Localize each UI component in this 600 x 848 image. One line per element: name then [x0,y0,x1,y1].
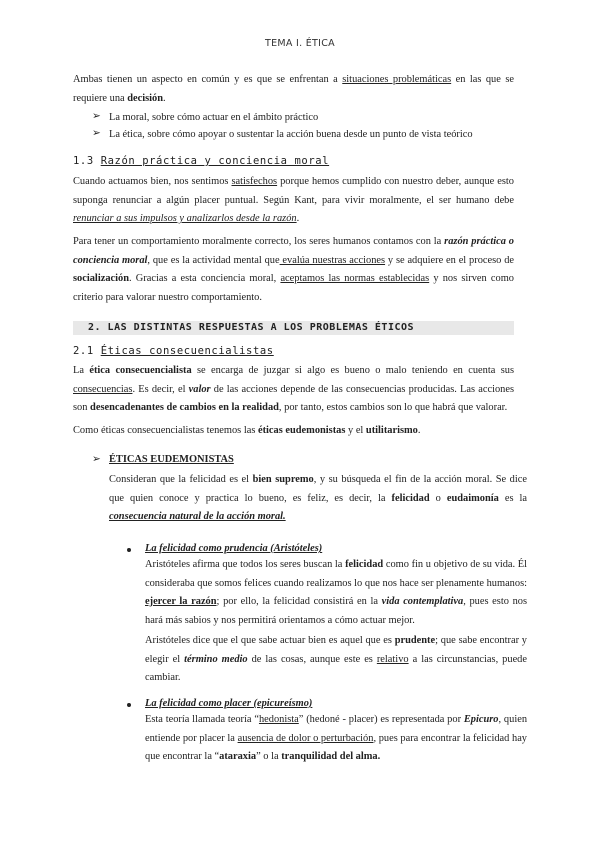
intro-bullet-1: La moral, sobre cómo actuar en el ámbito práctico [109,112,319,123]
subheading-eudemonistas: ÉTICAS EUDEMONISTAS [109,454,234,465]
section-heading-1-3: 1.3 Razón práctica y conciencia moral [73,155,330,167]
arrow-bullet-icon: ➢ [92,111,101,122]
subheading-placer: La felicidad como placer (epicureísmo) [145,698,313,709]
subheading-prudencia: La felicidad como prudencia (Aristóteles) [145,543,323,554]
paragraph-eticas-list: Como éticas consecuencialistas tenemos las éticas eudemonistas y el utilitarismo. [73,425,421,436]
section-heading-2: 2. LAS DISTINTAS RESPUESTAS A LOS PROBLEMAS ÉTICOS [88,322,415,333]
bullet-dot-icon [127,548,131,552]
intro-bullet-2: La ética, sobre cómo apoyar o sustentar la acción buena desde un punto de vista teórico [109,129,473,140]
arrow-bullet-icon: ➢ [92,454,101,465]
paragraph-etica-consecuencialista: La ética consecuencialista se encarga de juzgar si algo es bueno o malo teniendo en cuenta sus consecuencias. Es decir, el valor de las acciones depende de las consecuencias producidas. Las acciones son desencadenantes de cambios en la realidad, por tanto, estos cambios son lo que habrá que valorar. [73,365,515,414]
paragraph-aristoteles-prudente: Aristóteles dice que el que sabe actuar bien es aquel que es prudente; que sabe encontrar y elegir el término medio de las cosas, aunque este es relativo a las circunstancias, puede cambiar. [145,635,528,684]
arrow-bullet-icon: ➢ [92,128,101,139]
paragraph-satisfechos: Cuando actuamos bien, nos sentimos satisfechos porque hemos cumplido con nuestro deber, aunque esto suponga renunciar a algún placer puntual. Según Kant, para vivir moralmente, el ser humano debe renunciar a sus impulsos y analizarlos desde la razón. [73,176,515,225]
paragraph-eudemonistas: Consideran que la felicidad es el bien supremo, y su búsqueda el fin de la acción moral. Se dice que quien conoce y practica lo bueno, es feliz, es decir, la felicidad o eudaimonía es la consecuencia natural de la acción moral. [109,474,528,523]
paragraph-razon-practica: Para tener un comportamiento moralmente correcto, los seres humanos contamos con la razón práctica o conciencia moral, que es la actividad mental que evalúa nuestras acciones y se adquiere en el proceso de socialización. Gracias a esta conciencia moral, aceptamos las normas establecidas y nos sirven como criterio para valorar nuestro comportamiento. [73,236,515,303]
paragraph-epicuro: Esta teoría llamada teoría “hedonista” (hedoné - placer) es representada por Epicuro, quien entiende por placer la ausencia de dolor o perturbación, pues para encontrar la felicidad hay que encontrar la “ataraxia” o la tranquilidad del alma. [145,714,528,763]
bullet-dot-icon [127,703,131,707]
paragraph-aristoteles-felicidad: Aristóteles afirma que todos los seres buscan la felicidad como fin u objetivo de su vida. Él consideraba que somos felices cuando realizamos lo que nos hace ser plenamente humanos: ejercer la razón; por ello, la felicidad consistirá en la vida contemplativa, pues esto nos hará más sabios y nos permitirá orientamos a cómo actuar mejor. [145,559,528,626]
intro-paragraph: Ambas tienen un aspecto en común y es que se enfrentan a situaciones problemáticas en las que se requiere una decisión. [73,74,514,104]
section-heading-2-1: 2.1 Éticas consecuencialistas [73,345,274,357]
page-header: TEMA I. ÉTICA [264,38,335,49]
